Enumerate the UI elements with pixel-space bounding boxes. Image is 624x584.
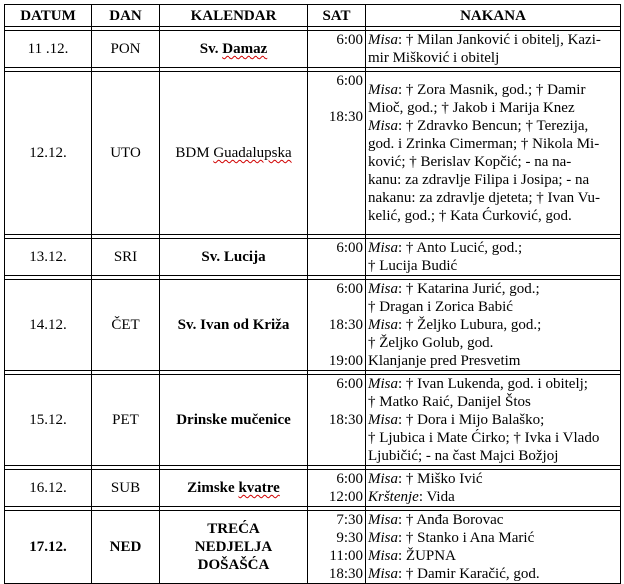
header-row [5,5,621,27]
intention-line: Misa: † Stanko i Ana Marić [368,530,535,546]
time-line [310,180,363,198]
header-day: DAN [92,5,160,27]
time-line [310,216,363,234]
intention-line: Ljubičić; - na čast Majci Božjoj [368,448,559,464]
row-date: 16.12. [5,470,92,507]
row-intentions [366,239,621,276]
schedule-row [5,375,621,466]
row-calendar [160,72,308,235]
time-line [310,90,363,108]
row-calendar [160,470,308,507]
intention-line: god. i Zrinka Cimerman; † Nikola Mi- [368,136,600,152]
row-day: PET [92,375,160,466]
schedule-row [5,31,621,68]
row-day: ČET [92,280,160,371]
calendar-line: Sv. Ivan od Križa [177,317,290,333]
schedule-row [5,72,621,235]
row-intentions [366,470,621,507]
intention-line: † Dragan i Zorica Babić [368,299,513,315]
time-line [310,144,363,162]
row-intentions [366,280,621,371]
header-date: DATUM [5,5,92,27]
intention-line: Mioč, god.; † Jakob i Marija Knez [368,100,575,116]
calendar-line: Sv. Damaz [199,41,268,57]
time-line: 18:30 [328,317,363,333]
intention-line: ković; † Berislav Kopčić; - na na- [368,154,572,170]
time-line: 12:00 [328,489,363,505]
time-line [310,49,363,67]
time-line: 6:00 [336,73,363,89]
intention-line: Misa: † Željko Lubura, god.; [368,317,542,333]
time-line [310,257,363,275]
intention-line: kanu: za zdravlje Filipa i Josipa; - na [368,172,590,188]
row-intentions [366,31,621,68]
time-line: 6:00 [336,32,363,48]
row-times [308,72,366,235]
time-line: 6:00 [336,281,363,297]
time-line: 7:30 [336,512,363,528]
calendar-line: Sv. Lucija [201,249,266,265]
row-date: 17.12. [5,511,92,584]
time-line [310,198,363,216]
row-calendar [160,511,308,584]
intention-line: mir Mišković i obitelj [368,50,500,66]
row-day: NED [92,511,160,584]
time-line: 9:30 [336,530,363,546]
intention-line: Misa: † Zdravko Bencun; † Terezija, [368,118,589,134]
row-date: 12.12. [5,72,92,235]
row-date: 13.12. [5,239,92,276]
time-line: 18:30 [328,412,363,428]
time-line [310,334,363,352]
intention-line: † Lucija Budić [368,258,458,274]
schedule-rows [5,27,621,584]
intention-line: kelić, god.; † Kata Ćurković, god. [368,208,572,224]
row-date: 11 .12. [5,31,92,68]
row-calendar [160,239,308,276]
time-line: 6:00 [336,240,363,256]
calendar-line: Zimske kvatre [187,480,280,496]
calendar-line: TREĆA [207,521,260,537]
time-line: 18:30 [328,109,363,125]
header-intention: NAKANA [366,5,621,27]
time-line: 11:00 [329,548,363,564]
row-times [308,375,366,466]
intention-line: † Ljubica i Mate Ćirko; † Ivka i Vlado [368,430,600,446]
row-day: SRI [92,239,160,276]
intention-line: Krštenje: Vida [368,489,455,505]
schedule-row [5,511,621,584]
intention-line: † Željko Golub, god. [368,335,494,351]
calendar-line: BDM Guadalupska [175,145,292,161]
intention-line: Misa: † Miško Ivić [368,471,483,487]
row-day: UTO [92,72,160,235]
intention-line: Misa: † Damir Karačić, god. [368,566,540,582]
intention-line: nakanu: za zdravlje djeteta; † Ivan Vu- [368,190,601,206]
time-line: 19:00 [328,353,363,369]
intention-line: Misa: † Zora Masnik, god.; † Damir [368,82,586,98]
row-intentions [366,72,621,235]
row-times [308,280,366,371]
intention-line: Klanjanje pred Presvetim [368,353,521,369]
time-line [310,447,363,465]
calendar-line: NEDJELJA [194,539,273,555]
row-times [308,511,366,584]
calendar-line: Drinske mučenice [176,412,291,428]
time-line [310,393,363,411]
intention-line: Misa: † Anto Lucić, god.; [368,240,523,256]
intention-line: Misa: † Anđa Borovac [368,512,504,528]
row-intentions [366,511,621,584]
schedule-row [5,239,621,276]
intention-line: † Matko Raić, Danijel Štos [368,394,531,410]
row-date: 15.12. [5,375,92,466]
intention-line: Misa: † Dora i Mijo Balaško; [368,412,545,428]
row-calendar [160,375,308,466]
row-day: PON [92,31,160,68]
time-line [310,126,363,144]
row-calendar [160,31,308,68]
mass-schedule-table [4,4,621,584]
time-line: 6:00 [336,376,363,392]
row-times [308,239,366,276]
intention-line: Misa: † Milan Janković i obitelj, Kazi- [368,32,601,48]
row-times [308,470,366,507]
row-calendar [160,280,308,371]
row-day: SUB [92,470,160,507]
row-intentions [366,375,621,466]
header-time: SAT [308,5,366,27]
schedule-row [5,280,621,371]
intention-line: Misa: ŽUPNA [368,548,456,564]
time-line [310,429,363,447]
intention-line: Misa: † Katarina Jurić, god.; [368,281,540,297]
time-line: 6:00 [336,471,363,487]
row-date: 14.12. [5,280,92,371]
time-line: 18:30 [328,566,363,582]
calendar-line: DOŠAŠĆA [197,557,270,573]
time-line [310,298,363,316]
schedule-row [5,470,621,507]
time-line [310,162,363,180]
row-times [308,31,366,68]
intention-line: Misa: † Ivan Lukenda, god. i obitelj; [368,376,588,392]
header-calendar: KALENDAR [160,5,308,27]
